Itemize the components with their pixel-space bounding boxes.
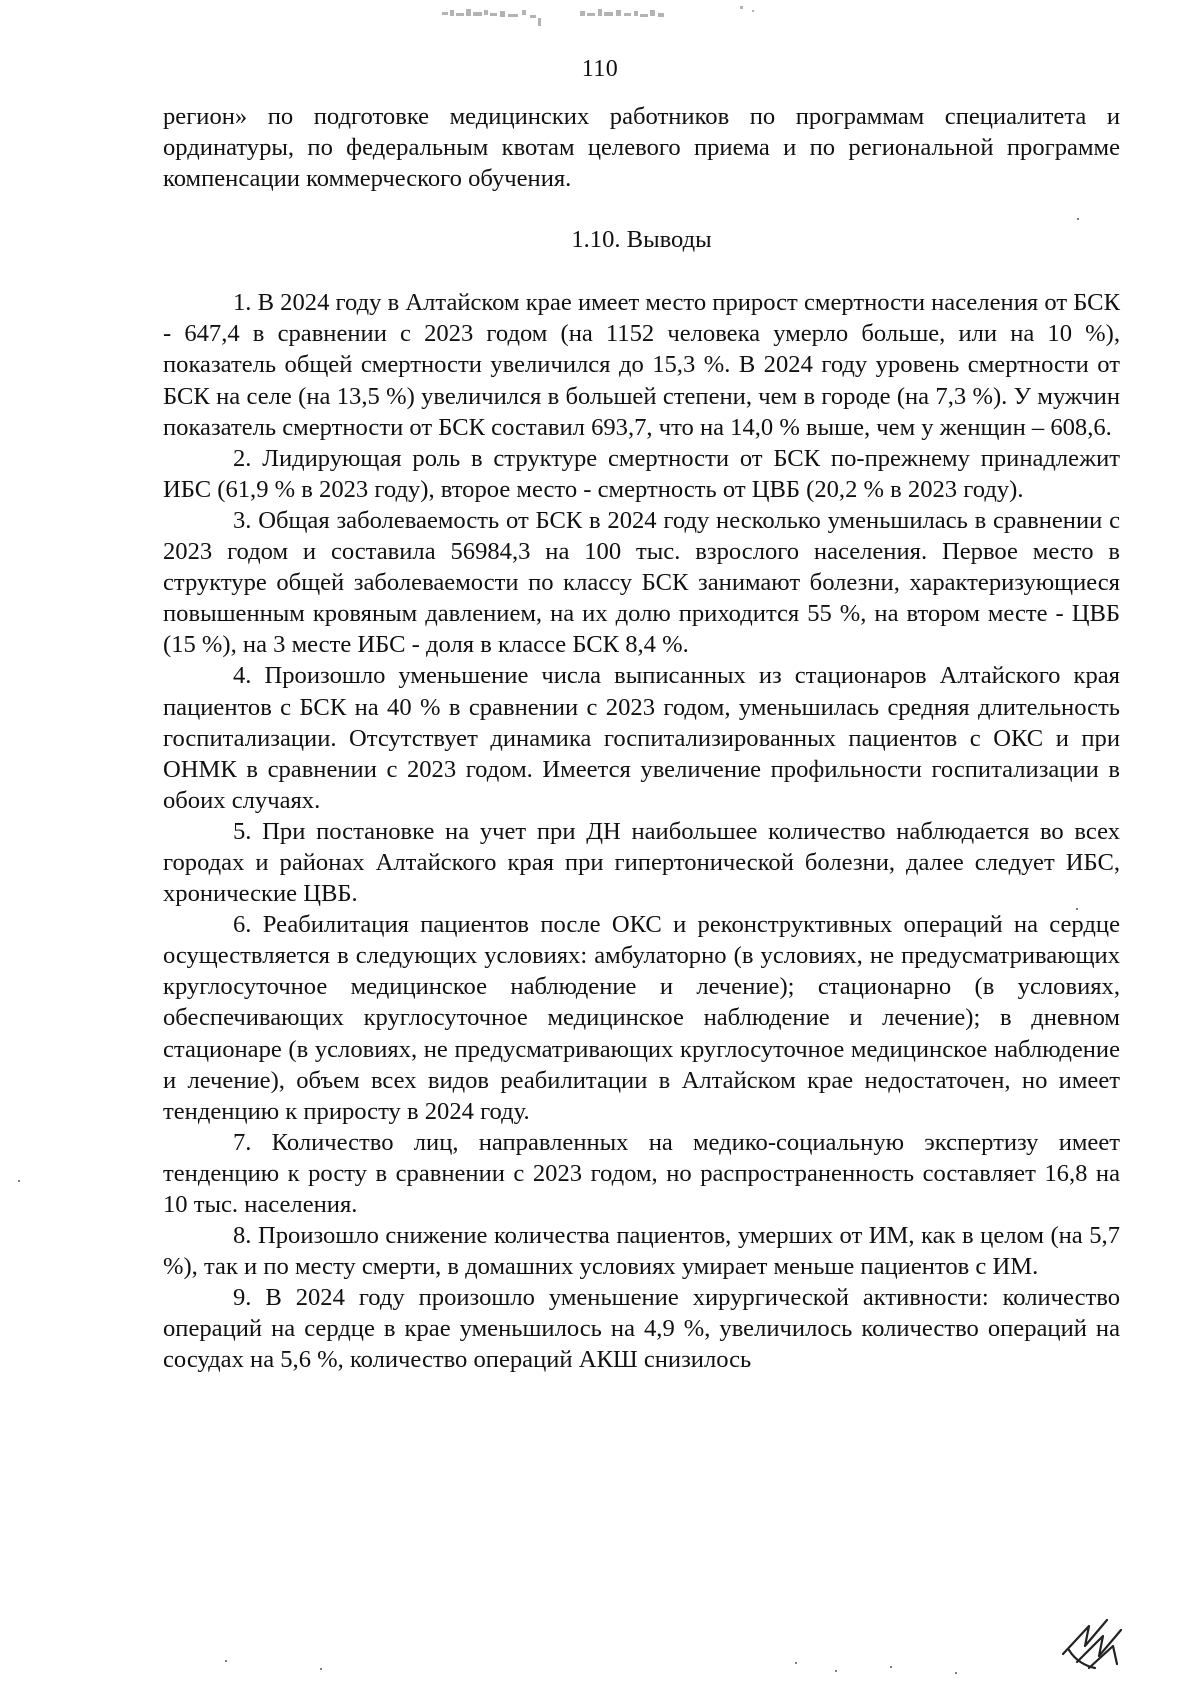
conclusion-item-6: 6. Реабилитация пациентов после ОКС и реконструктивных операций на сердце осуществляется в следующих условиях: амбулаторно (в условиях, не предусматривающих круглосуточное медицинское наблюдение и лечение); стационарно (в условиях, обеспечивающих круглосуточное медицинское наблюдение и лечение); в дневном стационаре (в условиях, не предусматривающих круглосуточное медицинское наблюдение и лечение), объем всех видов реабилитации в Алтайском крае недостаточен, но имеет тенденцию к приросту в 2024 году.: [163, 911, 1120, 1125]
scan-speck: [320, 1668, 322, 1670]
conclusion-item-2: 2. Лидирующая роль в структуре смертности от БСК по-прежнему принадлежит ИБС (61,9 % в 2023 году), второе место - смертность от ЦВБ (20,2 % в 2023 году).: [163, 444, 1120, 503]
conclusion-item-9: 9. В 2024 году произошло уменьшение хирургической активности: количество операций на сердце в крае уменьшилось на 4,9 %, увеличилось количество операций на сосудах на 5,6 %, количество операций АКШ снизилось: [163, 1284, 1120, 1374]
scan-speck: [955, 1672, 957, 1674]
scan-speck: [890, 1666, 892, 1668]
conclusion-item-3: 3. Общая заболеваемость от БСК в 2024 году несколько уменьшилась в сравнении с 2023 годом и составила 56984,3 на 100 тыс. взрослого населения. Первое место в структуре общей заболеваемости по классу БСК занимают болезни, характеризующиеся повышенным кровяным давлением, на их долю приходится 55 %, на втором месте - ЦВБ (15 %), на 3 месте ИБС - доля в классе БСК 8,4 %.: [163, 506, 1120, 659]
scan-speck: [835, 1670, 837, 1672]
section-title: 1.10. Выводы: [571, 226, 712, 254]
scan-stamp-artifact: [440, 4, 770, 30]
page-number: 110: [581, 56, 619, 82]
conclusion-item-8: 8. Произошло снижение количества пациентов, умерших от ИМ, как в целом (на 5,7 %), так и по месту смерти, в домашних условиях умирает меньше пациентов с ИМ.: [163, 1222, 1120, 1281]
scan-speck: [795, 1662, 797, 1664]
scan-speck: [18, 1180, 20, 1182]
scan-speck: [1077, 218, 1079, 220]
conclusion-item-4: 4. Произошло уменьшение числа выписанных из стационаров Алтайского края пациентов с БСК на 40 % в сравнении с 2023 годом, уменьшилась средняя длительность госпитализации. Отсутствует динамика госпитализированных пациентов с ОКС и при ОНМК в сравнении с 2023 годом. Имеется увеличение профильности госпитализации в обоих случаях.: [163, 662, 1120, 814]
intro-paragraph: регион» по подготовке медицинских работников по программам специалитета и ординатуры, по федеральным квотам целевого приема и по региональной программе компенсации коммерческого обучения.: [163, 103, 1120, 193]
conclusion-item-7: 7. Количество лиц, направленных на медико-социальную экспертизу имеет тенденцию к росту в сравнении с 2023 годом, но распространенность составляет 16,8 на 10 тыс. населения.: [163, 1128, 1120, 1218]
handwritten-initials-mark: [1055, 1602, 1135, 1682]
scan-speck: [1076, 908, 1078, 910]
conclusion-item-1: 1. В 2024 году в Алтайском крае имеет место прирост смертности населения от БСК - 647,4 в сравнении с 2023 годом (на 1152 человека умерло больше, или на 10 %), показатель общей смертности увеличился до 15,3 %. В 2024 году уровень смертности от БСК на селе (на 13,5 %) увеличился в большей степени, чем в городе (на 7,3 %). У мужчин показатель смертности от БСК составил 693,7, что на 14,0 % выше, чем у женщин – 608,6.: [163, 289, 1120, 441]
conclusion-item-5: 5. При постановке на учет при ДН наибольшее количество наблюдается во всех городах и районах Алтайского края при гипертонической болезни, далее следует ИБС, хронические ЦВБ.: [163, 817, 1120, 908]
document-body: [163, 101, 1120, 1376]
scan-speck: [225, 1660, 227, 1662]
